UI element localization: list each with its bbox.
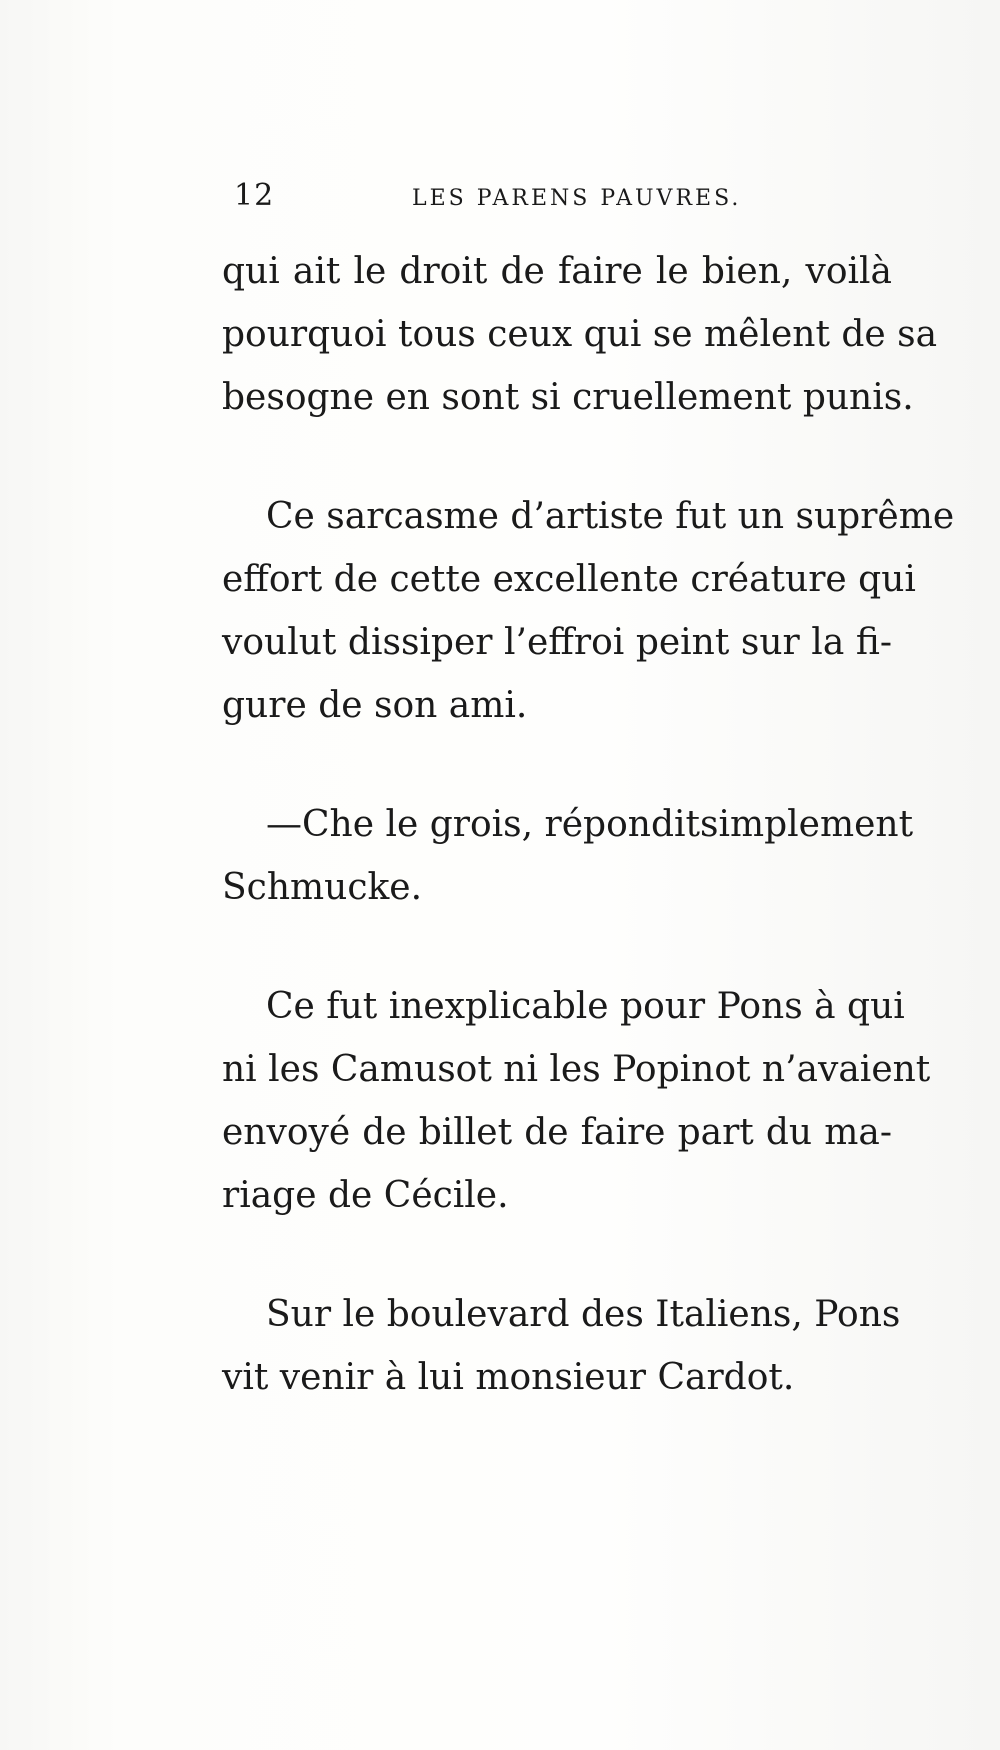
text-line: Sur le boulevard des Italiens, Pons (266, 1294, 901, 1335)
text-line: Ce fut inexplicable pour Pons à qui (266, 986, 905, 1027)
running-head: LES PARENS PAUVRES. (412, 186, 742, 211)
text-line: Ce sarcasme d’artiste fut un suprême (266, 496, 955, 537)
text-line: qui ait le droit de faire le bien, voilà (222, 251, 892, 292)
text-line: envoyé de billet de faire part du ma- (222, 1112, 892, 1153)
text-line: effort de cette excellente créature qui (222, 559, 916, 600)
paragraph (222, 793, 914, 919)
text-line: —Che le grois, réponditsimplement (266, 804, 914, 845)
text-line: riage de Cécile. (222, 1175, 509, 1216)
text-line: pourquoi tous ceux qui se mêlent de sa (222, 314, 938, 355)
text-line: Schmucke. (222, 867, 423, 908)
paragraph (222, 975, 931, 1227)
text-line: gure de son ami. (222, 685, 528, 726)
body-text (222, 240, 955, 1409)
paragraph (222, 240, 938, 429)
text-line: besogne en sont si cruellement punis. (222, 377, 914, 418)
paragraph (222, 485, 955, 737)
paragraph (222, 1283, 901, 1409)
page-number: 12 (234, 178, 275, 213)
page-header (234, 178, 742, 218)
text-line: voulut dissiper l’effroi peint sur la fi- (222, 622, 892, 663)
text-line: vit venir à lui monsieur Cardot. (222, 1357, 795, 1398)
text-line: ni les Camusot ni les Popinot n’avaient (222, 1049, 931, 1090)
